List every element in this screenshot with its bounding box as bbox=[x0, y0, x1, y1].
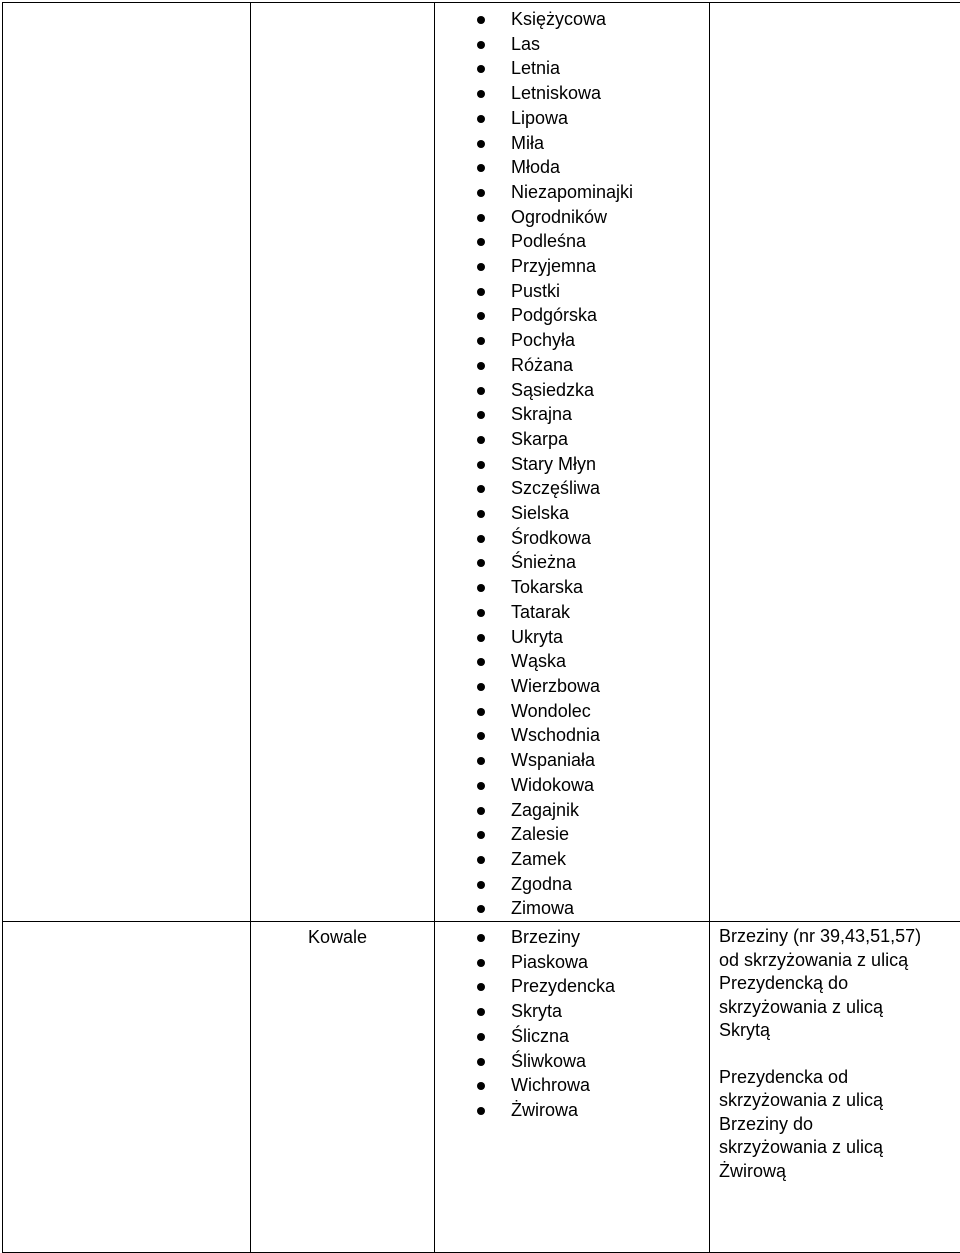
street-name: Różana bbox=[511, 355, 573, 375]
bullet-icon bbox=[477, 189, 485, 197]
bullet-icon bbox=[477, 510, 485, 518]
street-item bbox=[511, 822, 709, 847]
bullet-icon bbox=[477, 312, 485, 320]
street-item bbox=[511, 674, 709, 699]
street-item bbox=[511, 925, 709, 950]
street-item bbox=[511, 526, 709, 551]
street-item bbox=[511, 452, 709, 477]
street-name: Podgórska bbox=[511, 305, 597, 325]
bullet-icon bbox=[477, 732, 485, 740]
street-item bbox=[511, 229, 709, 254]
bullet-icon bbox=[477, 559, 485, 567]
street-name: Śliczna bbox=[511, 1026, 569, 1046]
street-list bbox=[435, 3, 709, 921]
bullet-icon bbox=[477, 708, 485, 716]
bullet-icon bbox=[477, 1058, 485, 1066]
bullet-icon bbox=[477, 164, 485, 172]
bullet-icon bbox=[477, 485, 485, 493]
bullet-icon bbox=[477, 65, 485, 73]
bullet-icon bbox=[477, 387, 485, 395]
bullet-icon bbox=[477, 90, 485, 98]
street-name: Młoda bbox=[511, 157, 560, 177]
street-name: Ukryta bbox=[511, 627, 563, 647]
street-item bbox=[511, 600, 709, 625]
bullet-icon bbox=[477, 983, 485, 991]
village-name: Kowale bbox=[251, 922, 434, 949]
street-name: Wondolec bbox=[511, 701, 591, 721]
street-name: Podleśna bbox=[511, 231, 586, 251]
street-item bbox=[511, 131, 709, 156]
bullet-icon bbox=[477, 140, 485, 148]
bullet-icon bbox=[477, 905, 485, 913]
bullet-icon bbox=[477, 584, 485, 592]
street-item bbox=[511, 7, 709, 32]
bullet-icon bbox=[477, 609, 485, 617]
bullet-icon bbox=[477, 658, 485, 666]
street-name: Zagajnik bbox=[511, 800, 579, 820]
notes-cell bbox=[710, 922, 960, 1253]
street-name: Niezapominajki bbox=[511, 182, 633, 202]
street-name: Skryta bbox=[511, 1001, 562, 1021]
street-item bbox=[511, 205, 709, 230]
street-name: Środkowa bbox=[511, 528, 591, 548]
street-item bbox=[511, 896, 709, 921]
street-item bbox=[511, 1073, 709, 1098]
street-name: Letniskowa bbox=[511, 83, 601, 103]
street-item bbox=[511, 773, 709, 798]
bullet-icon bbox=[477, 1008, 485, 1016]
bullet-icon bbox=[477, 263, 485, 271]
street-item bbox=[511, 748, 709, 773]
notes bbox=[710, 922, 960, 1183]
street-item bbox=[511, 353, 709, 378]
bullet-icon bbox=[477, 411, 485, 419]
street-name: Piaskowa bbox=[511, 952, 588, 972]
street-name: Brzeziny bbox=[511, 927, 580, 947]
street-name: Śliwkowa bbox=[511, 1051, 586, 1071]
street-item bbox=[511, 328, 709, 353]
street-name: Wichrowa bbox=[511, 1075, 590, 1095]
street-name: Las bbox=[511, 34, 540, 54]
street-name: Zgodna bbox=[511, 874, 572, 894]
bullet-icon bbox=[477, 362, 485, 370]
table-row bbox=[3, 3, 960, 922]
street-item bbox=[511, 798, 709, 823]
street-name: Skrajna bbox=[511, 404, 572, 424]
street-item bbox=[511, 950, 709, 975]
bullet-icon bbox=[477, 683, 485, 691]
street-name: Śnieżna bbox=[511, 552, 576, 572]
street-item bbox=[511, 56, 709, 81]
street-name: Pustki bbox=[511, 281, 560, 301]
bullet-icon bbox=[477, 337, 485, 345]
notes-cell bbox=[710, 3, 960, 922]
village-name bbox=[251, 3, 434, 6]
bullet-icon bbox=[477, 881, 485, 889]
street-item bbox=[511, 81, 709, 106]
table-row bbox=[3, 922, 960, 1253]
bullet-icon bbox=[477, 831, 485, 839]
street-item bbox=[511, 723, 709, 748]
bullet-icon bbox=[477, 807, 485, 815]
street-item bbox=[511, 974, 709, 999]
street-name: Widokowa bbox=[511, 775, 594, 795]
street-name: Zamek bbox=[511, 849, 566, 869]
bullet-icon bbox=[477, 535, 485, 543]
empty-cell bbox=[3, 922, 251, 1253]
bullet-icon bbox=[477, 214, 485, 222]
street-item bbox=[511, 106, 709, 131]
street-item bbox=[511, 1049, 709, 1074]
street-name: Sielska bbox=[511, 503, 569, 523]
street-item bbox=[511, 872, 709, 897]
village-cell bbox=[251, 3, 435, 922]
bullet-icon bbox=[477, 634, 485, 642]
street-item bbox=[511, 501, 709, 526]
street-item bbox=[511, 32, 709, 57]
street-item bbox=[511, 303, 709, 328]
bullet-icon bbox=[477, 461, 485, 469]
bullet-icon bbox=[477, 1082, 485, 1090]
bullet-icon bbox=[477, 41, 485, 49]
streets-table bbox=[2, 2, 960, 1253]
streets-cell bbox=[435, 3, 710, 922]
street-item bbox=[511, 180, 709, 205]
street-name: Prezydencka bbox=[511, 976, 615, 996]
bullet-icon bbox=[477, 934, 485, 942]
notes bbox=[710, 3, 960, 6]
street-item bbox=[511, 402, 709, 427]
street-list bbox=[435, 922, 709, 1123]
bullet-icon bbox=[477, 1033, 485, 1041]
street-item bbox=[511, 649, 709, 674]
street-name: Lipowa bbox=[511, 108, 568, 128]
street-name: Szczęśliwa bbox=[511, 478, 600, 498]
street-name: Zimowa bbox=[511, 898, 574, 918]
street-name: Tokarska bbox=[511, 577, 583, 597]
street-name: Tatarak bbox=[511, 602, 570, 622]
street-name: Miła bbox=[511, 133, 544, 153]
street-name: Pochyła bbox=[511, 330, 575, 350]
street-name: Księżycowa bbox=[511, 9, 606, 29]
street-item bbox=[511, 625, 709, 650]
street-item bbox=[511, 1098, 709, 1123]
street-name: Skarpa bbox=[511, 429, 568, 449]
street-name: Zalesie bbox=[511, 824, 569, 844]
bullet-icon bbox=[477, 115, 485, 123]
note-paragraph: Prezydencka od skrzyżowania z ulicą Brzeziny do skrzyżowania z ulicą Żwirową bbox=[719, 1066, 960, 1184]
street-name: Wąska bbox=[511, 651, 566, 671]
bullet-icon bbox=[477, 757, 485, 765]
street-item bbox=[511, 155, 709, 180]
bullet-icon bbox=[477, 1107, 485, 1115]
street-item bbox=[511, 254, 709, 279]
street-item bbox=[511, 550, 709, 575]
note-paragraph: Brzeziny (nr 39,43,51,57) od skrzyżowania z ulicą Prezydencką do skrzyżowania z ulicą Skrytą bbox=[719, 925, 960, 1043]
empty-cell bbox=[3, 3, 251, 922]
bullet-icon bbox=[477, 238, 485, 246]
street-name: Ogrodników bbox=[511, 207, 607, 227]
street-name: Przyjemna bbox=[511, 256, 596, 276]
street-item bbox=[511, 476, 709, 501]
street-item bbox=[511, 699, 709, 724]
street-name: Letnia bbox=[511, 58, 560, 78]
bullet-icon bbox=[477, 782, 485, 790]
street-name: Wschodnia bbox=[511, 725, 600, 745]
street-item bbox=[511, 999, 709, 1024]
street-item bbox=[511, 847, 709, 872]
bullet-icon bbox=[477, 436, 485, 444]
street-item bbox=[511, 1024, 709, 1049]
street-item bbox=[511, 427, 709, 452]
streets-cell bbox=[435, 922, 710, 1253]
street-item bbox=[511, 378, 709, 403]
street-item bbox=[511, 575, 709, 600]
street-name: Stary Młyn bbox=[511, 454, 596, 474]
bullet-icon bbox=[477, 856, 485, 864]
street-name: Sąsiedzka bbox=[511, 380, 594, 400]
street-name: Żwirowa bbox=[511, 1100, 578, 1120]
street-name: Wierzbowa bbox=[511, 676, 600, 696]
bullet-icon bbox=[477, 288, 485, 296]
village-cell bbox=[251, 922, 435, 1253]
bullet-icon bbox=[477, 16, 485, 24]
bullet-icon bbox=[477, 959, 485, 967]
street-name: Wspaniała bbox=[511, 750, 595, 770]
street-item bbox=[511, 279, 709, 304]
